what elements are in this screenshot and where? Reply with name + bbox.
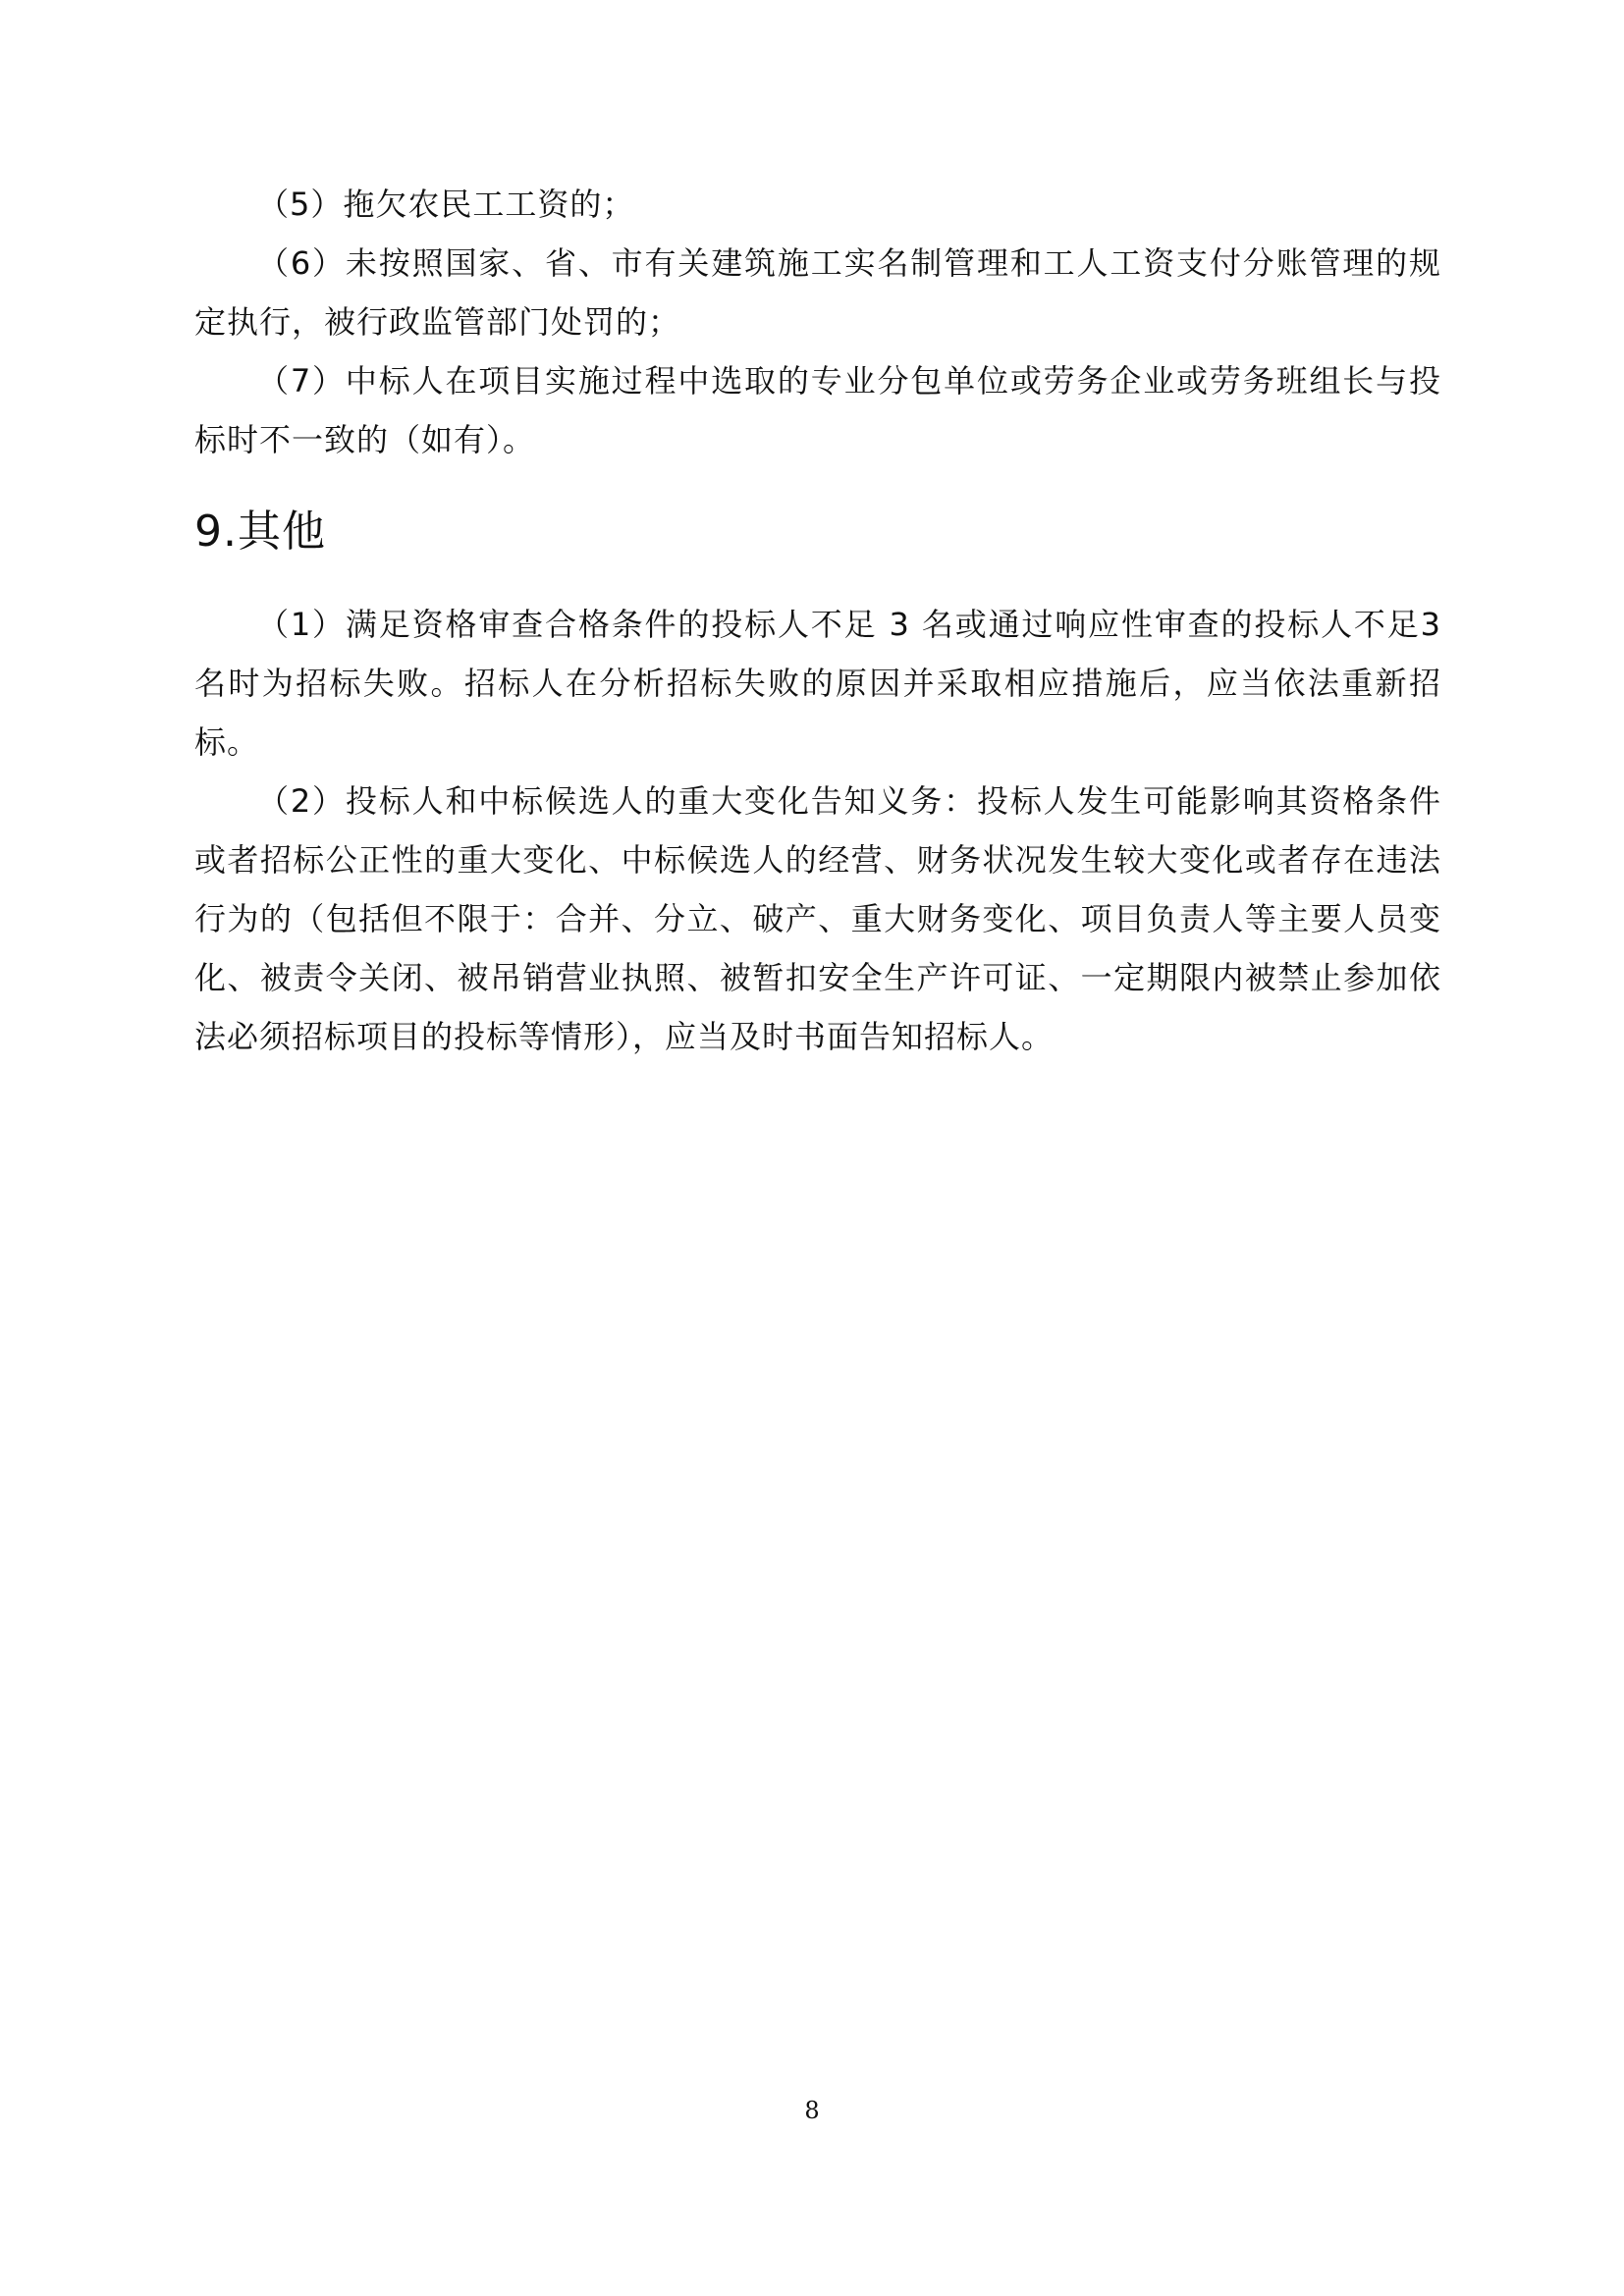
other-paragraph-2: （2）投标人和中标候选人的重大变化告知义务：投标人发生可能影响其资格条件或者招标公正性的重大变化、中标候选人的经营、财务状况发生较大变化或者存在违法行为的（包括但不限于：合并、分立、破产、重大财务变化、项目负责人等主要人员变化、被责令关闭、被吊销营业执照、被暂扣安全生产许可证、一定期限内被禁止参加依法必须招标项目的投标等情形），应当及时书面告知招标人。 <box>194 782 1441 1055</box>
item-5-paragraph: （5）拖欠农民工工资的； <box>257 186 635 223</box>
other-paragraph-1: （1）满足资格审查合格条件的投标人不足 3 名或通过响应性审查的投标人不足3名时为招标失败。招标人在分析招标失败的原因并采取相应措施后，应当依法重新招标。 <box>194 606 1441 761</box>
page-content <box>194 175 1441 1066</box>
page-number: 8 <box>804 2097 820 2124</box>
section-heading: 9.其他 <box>194 507 326 557</box>
item-6-paragraph: （6）未按照国家、省、市有关建筑施工实名制管理和工人工资支付分账管理的规定执行，被行政监管部门处罚的； <box>194 244 1441 341</box>
item-7-paragraph: （7）中标人在项目实施过程中选取的专业分包单位或劳务企业或劳务班组长与投标时不一致的（如有）。 <box>194 362 1441 458</box>
